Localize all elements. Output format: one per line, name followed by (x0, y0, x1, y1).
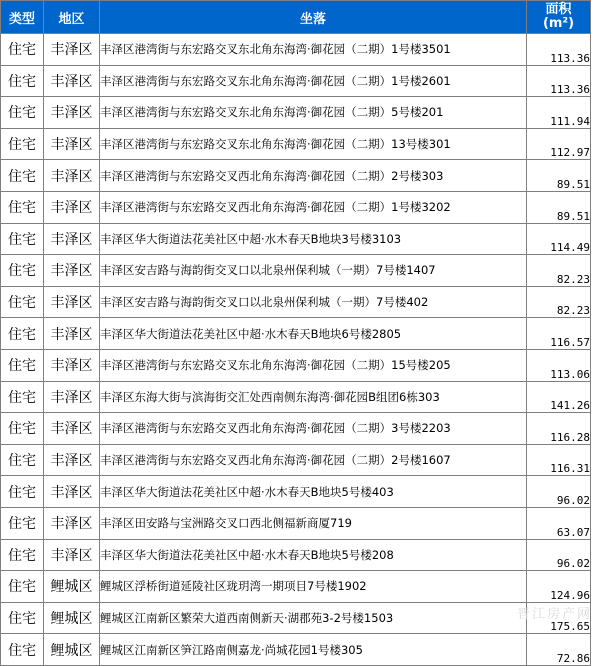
table-row (1, 160, 591, 192)
cell-type: 住宅 (1, 444, 44, 476)
table-row (1, 539, 591, 571)
cell-area: 141.26 (527, 381, 591, 413)
cell-area: 113.06 (527, 349, 591, 381)
cell-region: 丰泽区 (44, 65, 100, 97)
table-row (1, 318, 591, 350)
cell-region: 丰泽区 (44, 507, 100, 539)
cell-type: 住宅 (1, 602, 44, 634)
cell-area: 112.97 (527, 128, 591, 160)
cell-type: 住宅 (1, 634, 44, 666)
cell-region: 丰泽区 (44, 286, 100, 318)
cell-area: 96.02 (527, 476, 591, 508)
cell-area: 82.23 (527, 286, 591, 318)
cell-address: 丰泽区华大街道法花美社区中超·水木春天B地块3号楼3103 (100, 223, 527, 255)
table-row (1, 571, 591, 603)
cell-region: 丰泽区 (44, 160, 100, 192)
header-area (527, 1, 591, 34)
table-row (1, 602, 591, 634)
cell-type: 住宅 (1, 65, 44, 97)
cell-area: 113.36 (527, 65, 591, 97)
cell-address: 鲤城区江南新区繁荣大道西南侧新天·湖郡苑3-2号楼1503 (100, 602, 527, 634)
cell-area: 114.49 (527, 223, 591, 255)
header-area-label: 面积 (545, 2, 572, 17)
cell-type: 住宅 (1, 97, 44, 129)
header-type: 类型 (1, 1, 44, 34)
cell-address: 丰泽区港湾街与东宏路交叉西北角东海湾·御花园（二期）1号楼3202 (100, 191, 527, 223)
cell-address: 鲤城区江南新区笋江路南侧嘉龙·尚城花园1号楼305 (100, 634, 527, 666)
cell-region: 鲤城区 (44, 634, 100, 666)
cell-type: 住宅 (1, 160, 44, 192)
header-area-unit: (m²) (542, 16, 575, 31)
cell-address: 丰泽区港湾街与东宏路交叉西北角东海湾·御花园（二期）2号楼303 (100, 160, 527, 192)
cell-type: 住宅 (1, 413, 44, 445)
table-row (1, 349, 591, 381)
cell-address: 鲤城区浮桥街道延陵社区珑玥湾一期项目7号楼1902 (100, 571, 527, 603)
cell-region: 丰泽区 (44, 34, 100, 66)
cell-area: 72.86 (527, 634, 591, 666)
cell-type: 住宅 (1, 223, 44, 255)
table-row (1, 444, 591, 476)
cell-address: 丰泽区东海大街与滨海街交汇处西南侧东海湾·御花园B组团6栋303 (100, 381, 527, 413)
cell-area: 116.57 (527, 318, 591, 350)
cell-type: 住宅 (1, 381, 44, 413)
cell-area: 89.51 (527, 191, 591, 223)
cell-type: 住宅 (1, 571, 44, 603)
cell-area: 175.65 (527, 602, 591, 634)
cell-area: 113.36 (527, 34, 591, 66)
cell-type: 住宅 (1, 349, 44, 381)
cell-address: 丰泽区安吉路与海韵街交叉口以北泉州保利城（一期）7号楼402 (100, 286, 527, 318)
cell-area: 111.94 (527, 97, 591, 129)
cell-region: 丰泽区 (44, 191, 100, 223)
cell-address: 丰泽区港湾街与东宏路交叉西北角东海湾·御花园（二期）3号楼2203 (100, 413, 527, 445)
cell-address: 丰泽区港湾街与东宏路交叉东北角东海湾·御花园（二期）5号楼201 (100, 97, 527, 129)
cell-region: 丰泽区 (44, 318, 100, 350)
table-row (1, 286, 591, 318)
cell-region: 丰泽区 (44, 381, 100, 413)
cell-address: 丰泽区华大街道法花美社区中超·水木春天B地块5号楼208 (100, 539, 527, 571)
cell-address: 丰泽区港湾街与东宏路交叉东北角东海湾·御花园（二期）15号楼205 (100, 349, 527, 381)
cell-area: 116.28 (527, 413, 591, 445)
table-row (1, 223, 591, 255)
table-body (1, 34, 591, 666)
cell-area: 116.31 (527, 444, 591, 476)
cell-area: 96.02 (527, 539, 591, 571)
table-row (1, 65, 591, 97)
table-row (1, 97, 591, 129)
cell-address: 丰泽区港湾街与东宏路交叉东北角东海湾·御花园（二期）1号楼2601 (100, 65, 527, 97)
cell-region: 丰泽区 (44, 97, 100, 129)
table-header (1, 1, 591, 34)
cell-type: 住宅 (1, 191, 44, 223)
header-address: 坐落 (100, 1, 527, 34)
cell-area: 82.23 (527, 255, 591, 287)
cell-address: 丰泽区港湾街与东宏路交叉西北角东海湾·御花园（二期）2号楼1607 (100, 444, 527, 476)
table-row (1, 507, 591, 539)
cell-region: 丰泽区 (44, 413, 100, 445)
cell-area: 89.51 (527, 160, 591, 192)
cell-region: 丰泽区 (44, 128, 100, 160)
cell-region: 丰泽区 (44, 539, 100, 571)
cell-address: 丰泽区安吉路与海韵街交叉口以北泉州保利城（一期）7号楼1407 (100, 255, 527, 287)
cell-type: 住宅 (1, 507, 44, 539)
cell-region: 丰泽区 (44, 255, 100, 287)
cell-address: 丰泽区港湾街与东宏路交叉东北角东海湾·御花园（二期）1号楼3501 (100, 34, 527, 66)
cell-type: 住宅 (1, 34, 44, 66)
cell-area: 63.07 (527, 507, 591, 539)
cell-region: 鲤城区 (44, 602, 100, 634)
table-row (1, 381, 591, 413)
cell-region: 鲤城区 (44, 571, 100, 603)
cell-region: 丰泽区 (44, 476, 100, 508)
table-row (1, 128, 591, 160)
header-region: 地区 (44, 1, 100, 34)
table-row (1, 255, 591, 287)
table-row (1, 34, 591, 66)
table-row (1, 476, 591, 508)
cell-type: 住宅 (1, 539, 44, 571)
watermark-text: 晋江房产网 (516, 607, 592, 622)
cell-type: 住宅 (1, 476, 44, 508)
cell-type: 住宅 (1, 318, 44, 350)
table-row (1, 413, 591, 445)
cell-type: 住宅 (1, 255, 44, 287)
table-row (1, 634, 591, 666)
cell-address: 丰泽区华大街道法花美社区中超·水木春天B地块5号楼403 (100, 476, 527, 508)
cell-address: 丰泽区港湾街与东宏路交叉东北角东海湾·御花园（二期）13号楼301 (100, 128, 527, 160)
cell-area: 124.96 (527, 571, 591, 603)
header-row (1, 1, 591, 34)
table-row (1, 191, 591, 223)
cell-type: 住宅 (1, 286, 44, 318)
cell-region: 丰泽区 (44, 444, 100, 476)
cell-address: 丰泽区田安路与宝洲路交叉口西北侧福新商厦719 (100, 507, 527, 539)
cell-region: 丰泽区 (44, 349, 100, 381)
cell-address: 丰泽区华大街道法花美社区中超·水木春天B地块6号楼2805 (100, 318, 527, 350)
cell-region: 丰泽区 (44, 223, 100, 255)
cell-type: 住宅 (1, 128, 44, 160)
